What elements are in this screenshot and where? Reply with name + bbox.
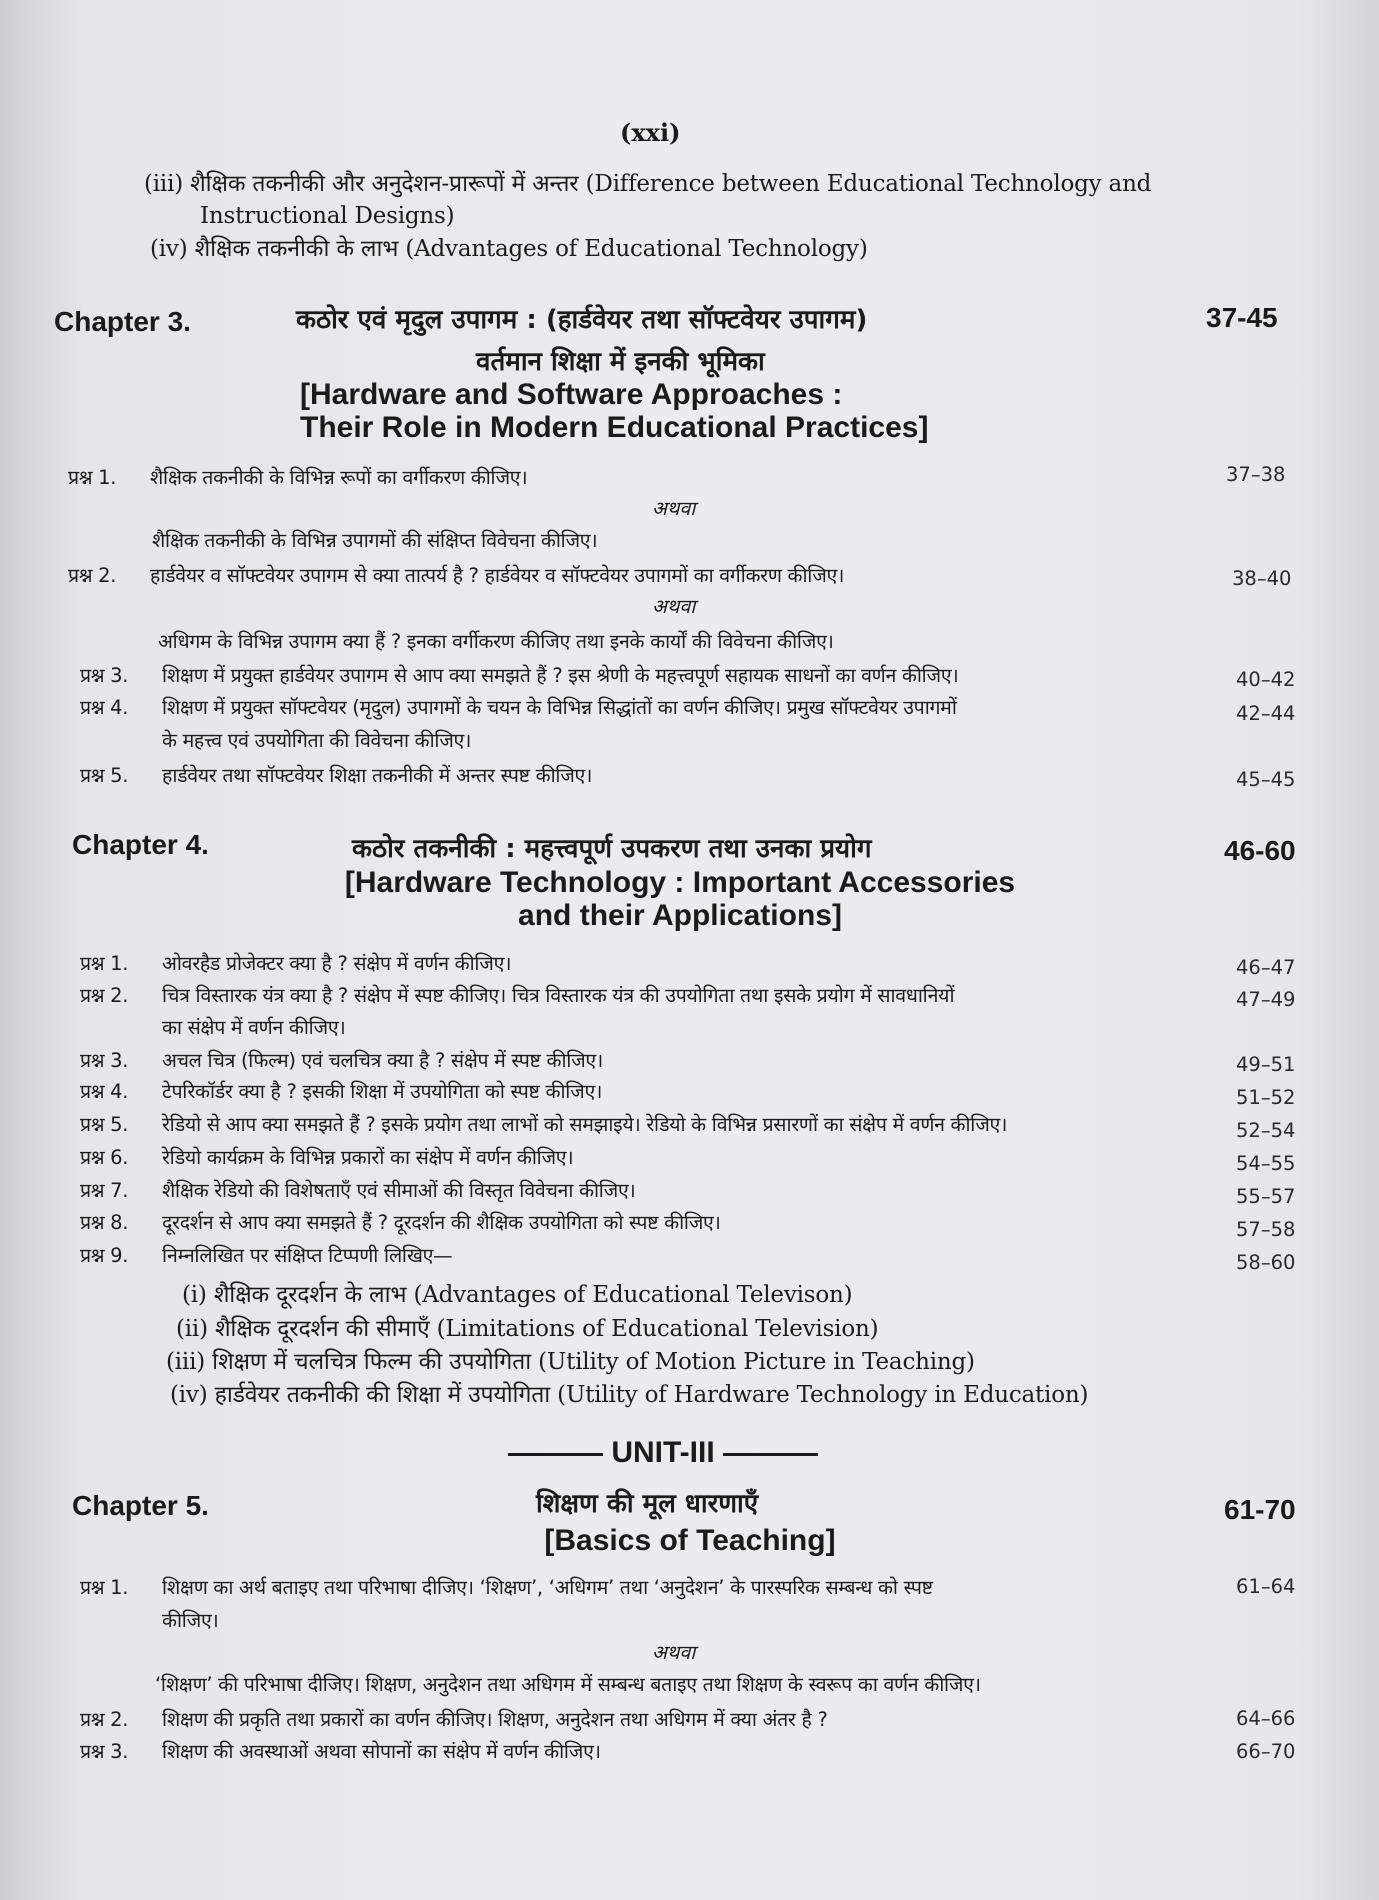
unit-heading	[508, 1436, 818, 1470]
question-pages: 64–66	[1236, 1707, 1296, 1730]
question-text: टेपरिकॉर्डर क्या है ? इसकी शिक्षा में उपयोगिता को स्पष्ट कीजिए।	[162, 1080, 603, 1103]
question-number: प्रश्न 1.	[80, 952, 129, 975]
question	[80, 761, 592, 788]
question-number: प्रश्न 1.	[80, 1576, 129, 1599]
question-text: निम्नलिखित पर संक्षिप्त टिप्पणी लिखिए—	[162, 1244, 453, 1267]
question-number: प्रश्न 2.	[80, 984, 129, 1007]
sub-item-number: (iii)	[166, 1349, 206, 1375]
question	[80, 1705, 828, 1732]
chapter-label: Chapter 5.	[72, 1490, 209, 1521]
intro-item-number: (iv)	[150, 236, 188, 262]
question	[68, 561, 844, 588]
question	[80, 661, 958, 688]
question	[68, 463, 527, 490]
question-alternative: अधिगम के विभिन्न उपागम क्या हैं ? इनका वर्गीकरण कीजिए तथा इनके कार्यों की विवेचना कीजिए।	[158, 630, 834, 653]
question	[80, 1241, 452, 1268]
question-pages: 58–60	[1236, 1251, 1296, 1274]
question-text: शिक्षण की अवस्थाओं अथवा सोपानों का संक्षेप में वर्णन कीजिए।	[162, 1740, 601, 1763]
chapter-title-english	[330, 866, 1030, 932]
intro-item-text: शैक्षिक तकनीकी और अनुदेशन-प्रारूपों में अन्तर (Difference between Educational Technology and	[190, 171, 1152, 197]
question-pages: 46–47	[1236, 956, 1296, 979]
question-text: शिक्षण का अर्थ बताइए तथा परिभाषा दीजिए। ‘शिक्षण’, ‘अधिगम’ तथा ‘अनुदेशन’ के पारस्परिक सम्बन्ध को स्पष्ट	[162, 1576, 933, 1599]
question-text: शैक्षिक रेडियो की विशेषताएँ एवं सीमाओं की विस्तृत विवेचना कीजिए।	[162, 1179, 636, 1202]
chapter-title-english-line: [Hardware Technology : Important Accessories	[344, 866, 1016, 899]
intro-item	[150, 231, 868, 263]
page-number: (xxi)	[620, 118, 681, 147]
sub-item-text: शिक्षण में चलचित्र फिल्म की उपयोगिता (Utility of Motion Picture in Teaching)	[212, 1349, 975, 1375]
question-number: प्रश्न 4.	[80, 696, 129, 719]
question-pages: 52–54	[1236, 1119, 1296, 1142]
question-number: प्रश्न 8.	[80, 1211, 129, 1234]
question-text: रेडियो कार्यक्रम के विभिन्न प्रकारों का संक्षेप में वर्णन कीजिए।	[162, 1146, 574, 1169]
question-pages: 37–38	[1226, 463, 1286, 486]
question-text: चित्र विस्तारक यंत्र क्या है ? संक्षेप में स्पष्ट कीजिए। चित्र विस्तारक यंत्र की उपयोगिता तथा इसके प्रयोग में सावधानियों	[162, 984, 955, 1007]
chapter-title-english	[300, 378, 929, 444]
heading-rule	[723, 1453, 818, 1456]
intro-item-continuation: Instructional Designs)	[200, 203, 455, 229]
question-text: हार्डवेयर तथा सॉफ्टवेयर शिक्षा तकनीकी में अन्तर स्पष्ट कीजिए।	[162, 764, 593, 787]
chapter-title-hindi: शिक्षण की मूल धारणाएँ	[536, 1489, 759, 1519]
question	[80, 1143, 573, 1170]
sub-item	[166, 1344, 975, 1376]
sub-item	[176, 1311, 878, 1343]
sub-item-text: हार्डवेयर तकनीकी की शिक्षा में उपयोगिता (Utility of Hardware Technology in Education)	[214, 1382, 1089, 1408]
intro-item	[144, 166, 1151, 198]
sub-item-text: शैक्षिक दूरदर्शन की सीमाएँ (Limitations of Educational Television)	[214, 1316, 879, 1342]
question-text: दूरदर्शन से आप क्या समझते हैं ? दूरदर्शन की शैक्षिक उपयोगिता को स्पष्ट कीजिए।	[162, 1211, 721, 1234]
question-number: प्रश्न 7.	[80, 1179, 129, 1202]
question-pages: 49–51	[1236, 1053, 1296, 1076]
chapter-page-range: 46-60	[1224, 835, 1296, 866]
question-number: प्रश्न 2.	[80, 1708, 129, 1731]
question	[80, 1737, 601, 1764]
question-number: प्रश्न 9.	[80, 1244, 129, 1267]
question-number: प्रश्न 4.	[80, 1080, 129, 1103]
question-pages: 57–58	[1236, 1218, 1296, 1241]
sub-item-text: शैक्षिक दूरदर्शन के लाभ (Advantages of Educational Televison)	[213, 1282, 853, 1308]
question-number: प्रश्न 6.	[80, 1146, 129, 1169]
question-pages: 45–45	[1236, 768, 1296, 791]
chapter-title-english-line: [Basics of Teaching]	[544, 1524, 836, 1557]
question	[80, 1573, 933, 1600]
question-number: प्रश्न 3.	[80, 1740, 129, 1763]
sub-item-number: (iv)	[170, 1382, 208, 1408]
question-text: शिक्षण में प्रयुक्त सॉफ्टवेयर (मृदुल) उपागमों के चयन के विभिन्न सिद्धांतों का वर्णन कीजिए। प्रमुख सॉफ्टवेयर उपागमों	[162, 696, 957, 719]
question-pages: 61–64	[1236, 1575, 1296, 1598]
athva-separator: अथवा	[652, 595, 696, 618]
question-alternative: ‘शिक्षण’ की परिभाषा दीजिए। शिक्षण, अनुदेशन तथा अधिगम में सम्बन्ध बताइए तथा शिक्षण के स्वरूप का वर्णन कीजिए।	[155, 1673, 981, 1696]
heading-rule	[508, 1453, 603, 1456]
question-pages: 54–55	[1236, 1152, 1296, 1175]
question-number: प्रश्न 2.	[68, 564, 117, 587]
question-number: प्रश्न 3.	[80, 1049, 129, 1072]
chapter-label: Chapter 4.	[72, 829, 209, 860]
question-number: प्रश्न 5.	[80, 1113, 129, 1136]
question-pages: 51–52	[1236, 1086, 1296, 1109]
question-number: प्रश्न 5.	[80, 764, 129, 787]
question-text: शिक्षण की प्रकृति तथा प्रकारों का वर्णन कीजिए। शिक्षण, अनुदेशन तथा अधिगम में क्या अंतर है ?	[162, 1708, 828, 1731]
question	[80, 981, 954, 1008]
question	[80, 1176, 636, 1203]
intro-item-number: (iii)	[144, 171, 184, 197]
question-continuation: का संक्षेप में वर्णन कीजिए।	[162, 1016, 346, 1039]
sub-item	[182, 1277, 852, 1309]
question-text: हार्डवेयर व सॉफ्टवेयर उपागम से क्या तात्पर्य है ? हार्डवेयर व सॉफ्टवेयर उपागमों का वर्गीकरण कीजिए।	[150, 564, 845, 587]
question-number: प्रश्न 3.	[80, 664, 129, 687]
question	[80, 949, 511, 976]
question-text: अचल चित्र (फिल्म) एवं चलचित्र क्या है ? संक्षेप में स्पष्ट कीजिए।	[162, 1049, 604, 1072]
question-pages: 38–40	[1232, 567, 1292, 590]
question-continuation: कीजिए।	[162, 1609, 219, 1632]
question-text: ओवरहैड प्रोजेक्टर क्या है ? संक्षेप में वर्णन कीजिए।	[162, 952, 512, 975]
question-pages: 40–42	[1236, 668, 1296, 691]
chapter-label: Chapter 3.	[54, 306, 191, 337]
question-text: शिक्षण में प्रयुक्त हार्डवेयर उपागम से आप क्या समझते हैं ? इस श्रेणी के महत्त्वपूर्ण सहायक साधनों का वर्णन कीजिए।	[162, 664, 959, 687]
athva-separator: अथवा	[652, 1641, 696, 1664]
question	[80, 1208, 721, 1235]
question-alternative: शैक्षिक तकनीकी के विभिन्न उपागमों की संक्षिप्त विवेचना कीजिए।	[152, 529, 598, 552]
question	[80, 1110, 1007, 1137]
chapter-page-range: 37-45	[1206, 302, 1278, 333]
chapter-title-english-line: Their Role in Modern Educational Practices]	[300, 411, 929, 444]
chapter-title-english-line: [Hardware and Software Approaches :	[300, 378, 843, 411]
question-text: रेडियो से आप क्या समझते हैं ? इसके प्रयोग तथा लाभों को समझाइये। रेडियो के विभिन्न प्रसारणों का संक्षेप में वर्णन कीजिए।	[162, 1113, 1008, 1136]
question-pages: 47–49	[1236, 988, 1296, 1011]
chapter-title-hindi: कठोर एवं मृदुल उपागम : (हार्डवेयर तथा सॉफ्टवेयर उपागम)	[296, 305, 868, 335]
question	[80, 693, 957, 720]
sub-item-number: (i)	[182, 1282, 207, 1308]
chapter-title-hindi: कठोर तकनीकी : महत्त्वपूर्ण उपकरण तथा उनका प्रयोग	[352, 834, 872, 864]
intro-item-text: शैक्षिक तकनीकी के लाभ (Advantages of Educational Technology)	[194, 236, 868, 262]
chapter-title-english-line: and their Applications]	[518, 899, 842, 932]
question-pages: 66–70	[1236, 1740, 1296, 1763]
unit-heading-text: UNIT-III	[611, 1436, 715, 1469]
question-pages: 42–44	[1236, 702, 1296, 725]
chapter-subtitle-hindi: वर्तमान शिक्षा में इनकी भूमिका	[476, 347, 765, 377]
chapter-title-english	[470, 1524, 910, 1557]
question-text: शैक्षिक तकनीकी के विभिन्न रूपों का वर्गीकरण कीजिए।	[150, 466, 528, 489]
question	[80, 1046, 603, 1073]
sub-item-number: (ii)	[176, 1316, 208, 1342]
question	[80, 1077, 602, 1104]
question-continuation: के महत्त्व एवं उपयोगिता की विवेचना कीजिए।	[162, 729, 472, 752]
question-number: प्रश्न 1.	[68, 466, 117, 489]
chapter-page-range: 61-70	[1224, 1494, 1296, 1525]
question-pages: 55–57	[1236, 1185, 1296, 1208]
athva-separator: अथवा	[652, 497, 696, 520]
sub-item	[170, 1377, 1088, 1409]
